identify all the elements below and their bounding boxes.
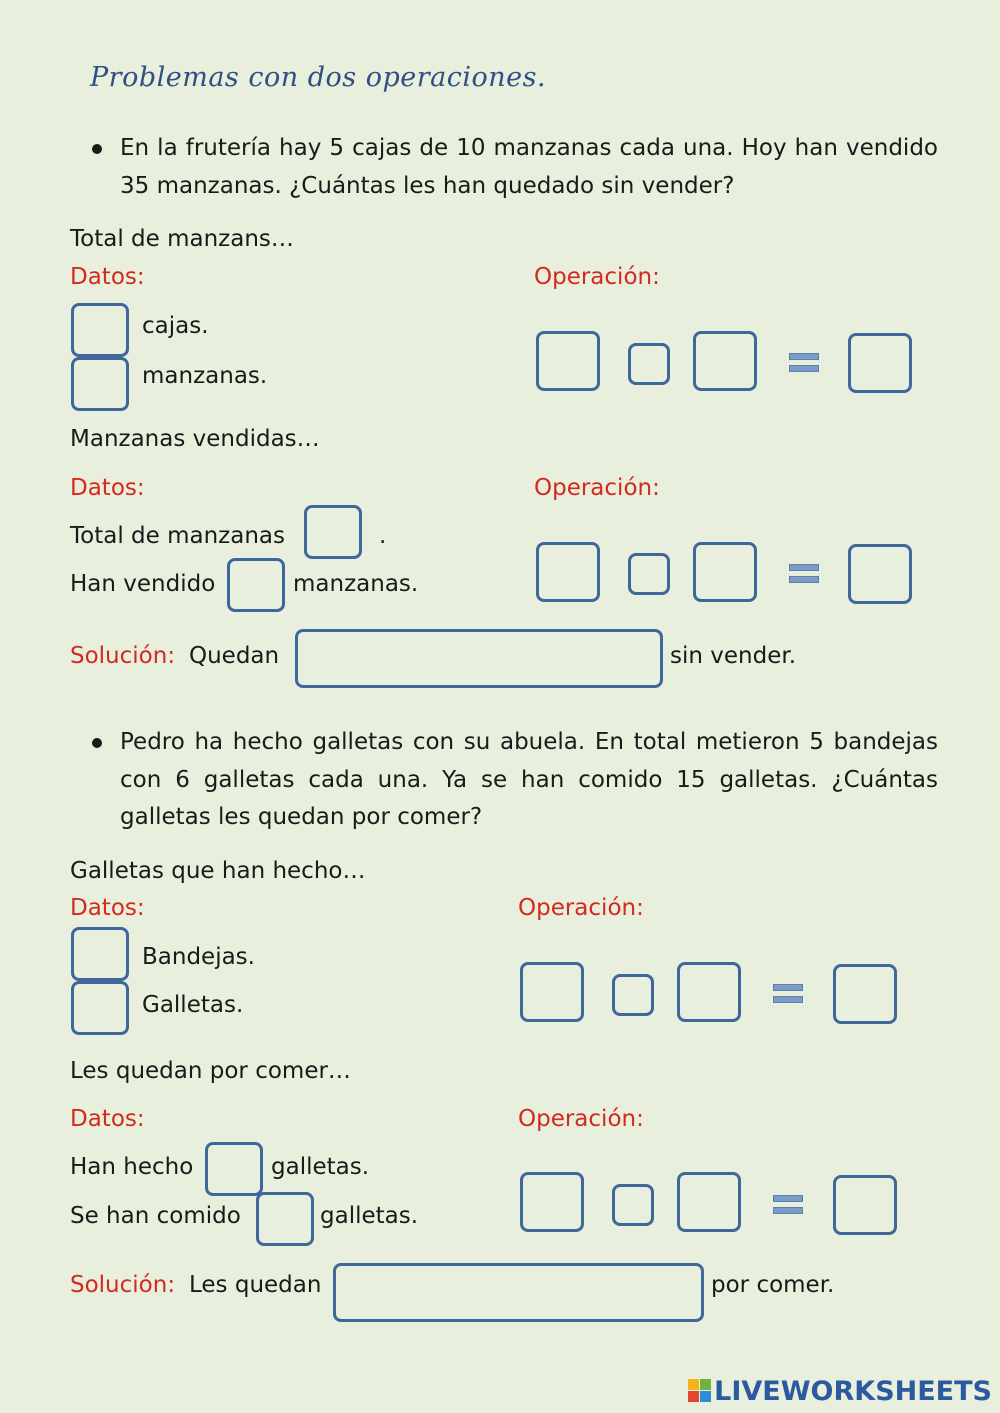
p2-op1-num1-input[interactable] [520, 962, 584, 1022]
liveworksheets-brand [688, 1376, 992, 1407]
p1-op2-operator-input[interactable] [628, 553, 670, 595]
p2-bandejas-label: Bandejas. [142, 944, 255, 970]
p2-galletas-input[interactable] [71, 981, 129, 1035]
p1-manzanas-input[interactable] [71, 357, 129, 411]
equals-sign [773, 984, 803, 1005]
p1-op1-operator-input[interactable] [628, 343, 670, 385]
p1-step1-heading: Total de manzans… [70, 226, 294, 252]
equals-sign [789, 353, 819, 374]
p2-comido-label: Se han comido [70, 1203, 241, 1229]
p2-op2-result-input[interactable] [833, 1175, 897, 1235]
equals-sign [789, 564, 819, 585]
p2-bandejas-input[interactable] [71, 927, 129, 981]
p2-solucion-text: Les quedan [189, 1272, 322, 1298]
p2-operacion-label-1: Operación: [518, 895, 644, 921]
p1-solucion-text: Quedan [189, 643, 280, 669]
p2-hecho-unit: galletas. [271, 1154, 370, 1180]
p2-op1-result-input[interactable] [833, 964, 897, 1024]
p1-total-input[interactable] [304, 505, 362, 559]
p2-hecho-input[interactable] [205, 1142, 263, 1196]
p1-cajas-input[interactable] [71, 303, 129, 357]
p2-hecho-label: Han hecho [70, 1154, 194, 1180]
p1-op1-result-input[interactable] [848, 333, 912, 393]
p2-step2-heading: Les quedan por comer… [70, 1058, 351, 1084]
p2-step1-heading: Galletas que han hecho… [70, 858, 366, 884]
p1-op2-num1-input[interactable] [536, 542, 600, 602]
p2-datos-label-2: Datos: [70, 1106, 145, 1132]
liveworksheets-logo-icon [688, 1379, 712, 1403]
p1-vendido-label: Han vendido [70, 571, 216, 597]
p1-solucion-input[interactable] [295, 629, 663, 688]
p2-op2-num2-input[interactable] [677, 1172, 741, 1232]
p2-galletas-label: Galletas. [142, 992, 244, 1018]
p1-total-label: Total de manzanas [70, 523, 285, 549]
p2-comido-input[interactable] [256, 1192, 314, 1246]
p1-datos-label-2: Datos: [70, 475, 145, 501]
p1-op1-num1-input[interactable] [536, 331, 600, 391]
p1-operacion-label-2: Operación: [534, 475, 660, 501]
p1-vendido-unit: manzanas. [293, 571, 419, 597]
problem-2-statement: Pedro ha hecho galletas con su abuela. En total metieron 5 bandejas con 6 galletas cada una. Ya se han comido 15 galletas. ¿Cuántas galletas les quedan por comer? [120, 729, 938, 830]
p1-operacion-label-1: Operación: [534, 264, 660, 290]
p1-step2-heading: Manzanas vendidas… [70, 426, 320, 452]
p1-cajas-label: cajas. [142, 313, 209, 339]
p2-operacion-label-2: Operación: [518, 1106, 644, 1132]
p1-op1-num2-input[interactable] [693, 331, 757, 391]
p2-datos-label-1: Datos: [70, 895, 145, 921]
p2-op1-num2-input[interactable] [677, 962, 741, 1022]
p2-solucion-input[interactable] [333, 1263, 704, 1322]
p1-manzanas-label: manzanas. [142, 363, 268, 389]
p1-solucion-suffix: sin vender. [670, 643, 797, 669]
p2-solucion-label: Solución: [70, 1272, 176, 1298]
p2-op2-operator-input[interactable] [612, 1184, 654, 1226]
p2-op1-operator-input[interactable] [612, 974, 654, 1016]
bullet-1 [92, 144, 102, 154]
worksheet-title: Problemas con dos operaciones. [90, 62, 547, 93]
bullet-2 [92, 738, 102, 748]
brand-name: LIVEWORKSHEETS [714, 1376, 992, 1407]
p1-op2-num2-input[interactable] [693, 542, 757, 602]
p1-vendido-input[interactable] [227, 558, 285, 612]
p2-comido-unit: galletas. [320, 1203, 419, 1229]
p1-op2-result-input[interactable] [848, 544, 912, 604]
p1-solucion-label: Solución: [70, 643, 176, 669]
problem-1-statement: En la frutería hay 5 cajas de 10 manzanas cada una. Hoy han vendido 35 manzanas. ¿Cuántas les han quedado sin vender? [120, 135, 938, 199]
equals-sign [773, 1195, 803, 1216]
p1-datos-label-1: Datos: [70, 264, 145, 290]
p2-op2-num1-input[interactable] [520, 1172, 584, 1232]
p1-period: . [379, 523, 387, 549]
p2-solucion-suffix: por comer. [711, 1272, 835, 1298]
